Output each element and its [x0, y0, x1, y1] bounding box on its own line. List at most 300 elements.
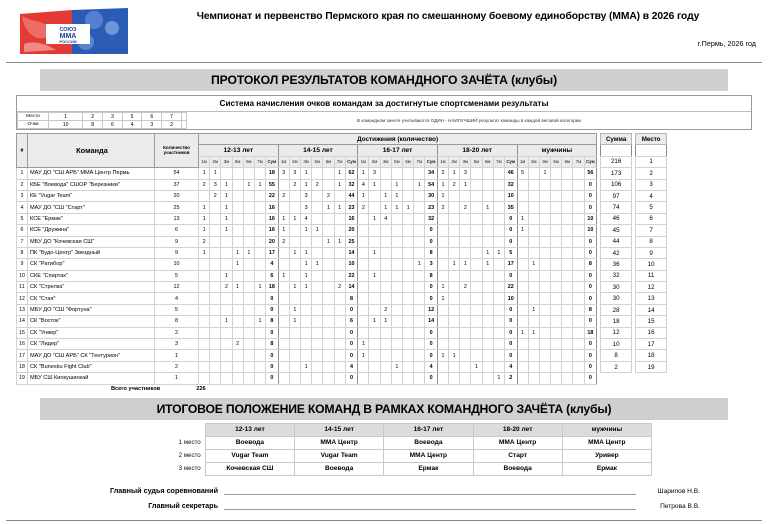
- col-place: Место: [636, 134, 667, 145]
- achievement-cell: [199, 316, 210, 327]
- row-number: 6: [17, 225, 28, 236]
- achievement-cell: [573, 179, 584, 190]
- achievement-cell: 2: [380, 304, 391, 315]
- group-sum-cell: 0: [505, 213, 518, 224]
- achievement-cell: [210, 270, 221, 281]
- achievement-cell: [517, 316, 528, 327]
- achievement-cell: [403, 282, 414, 293]
- achievement-cell: [551, 327, 562, 338]
- achievement-cell: [562, 327, 573, 338]
- achievement-cell: [482, 225, 493, 236]
- achievement-cell: [482, 168, 493, 179]
- participants-count: 10: [155, 259, 199, 270]
- achievement-cell: [414, 225, 425, 236]
- achievement-cell: [380, 361, 391, 372]
- group-sum-cell: 16: [266, 213, 279, 224]
- achievement-cell: [369, 373, 380, 384]
- achievement-cell: [254, 168, 265, 179]
- achievement-cell: [232, 270, 243, 281]
- achievement-cell: [289, 236, 300, 247]
- achievement-cell: [551, 168, 562, 179]
- total-participants-label: Всего участников: [111, 385, 161, 392]
- achievement-cell: [380, 282, 391, 293]
- achievement-cell: [254, 202, 265, 213]
- table-row: [17, 225, 597, 236]
- achievement-cell: 1: [449, 168, 460, 179]
- achievement-cell: [210, 304, 221, 315]
- total-sum-cell: 30: [601, 282, 632, 293]
- achievement-cell: [254, 236, 265, 247]
- achievement-cell: [312, 316, 323, 327]
- sub-column-header: 5м: [312, 156, 323, 167]
- sum-row: [601, 327, 632, 338]
- achievement-cell: [391, 236, 402, 247]
- achievement-cell: [380, 236, 391, 247]
- achievement-cell: [380, 168, 391, 179]
- table-row: [17, 339, 597, 350]
- achievement-cell: [493, 327, 504, 338]
- total-sum-cell: 36: [601, 259, 632, 270]
- achievement-cell: [254, 304, 265, 315]
- achievement-cell: [243, 304, 254, 315]
- group-sum-cell: 0: [584, 293, 597, 304]
- row-number: 3: [17, 190, 28, 201]
- achievement-cell: 1: [517, 327, 528, 338]
- group-sum-cell: 0: [345, 373, 358, 384]
- team-name: КСЕ "Дружина": [28, 225, 155, 236]
- achievement-cell: [551, 339, 562, 350]
- achievement-cell: [391, 339, 402, 350]
- place-row: [636, 225, 667, 236]
- achievement-cell: [301, 304, 312, 315]
- achievement-cell: [562, 225, 573, 236]
- participants-count: 1: [155, 373, 199, 384]
- achievement-cell: [482, 373, 493, 384]
- group-sum-cell: 0: [584, 316, 597, 327]
- achievement-cell: 1: [232, 247, 243, 258]
- achievement-cell: [221, 247, 232, 258]
- col-participants: Количество участников: [155, 134, 199, 168]
- achievement-cell: [403, 190, 414, 201]
- achievement-cell: 1: [528, 259, 539, 270]
- achievement-cell: [312, 350, 323, 361]
- team-name: МБУ ДО "СШ "Фортуна": [28, 304, 155, 315]
- achievement-cell: [243, 190, 254, 201]
- achievement-cell: [528, 293, 539, 304]
- group-sum-cell: 30: [425, 190, 438, 201]
- achievement-cell: 1: [289, 316, 300, 327]
- achievement-cell: [528, 316, 539, 327]
- achievement-cell: [391, 213, 402, 224]
- place-row: [636, 350, 667, 361]
- group-sum-cell: 4: [345, 361, 358, 372]
- achievement-cell: [562, 213, 573, 224]
- achievement-cell: 1: [243, 179, 254, 190]
- achievement-cell: [199, 361, 210, 372]
- achievement-cell: [437, 259, 448, 270]
- achievement-cell: [369, 236, 380, 247]
- achievement-cell: [334, 350, 345, 361]
- group-sum-cell: 10: [584, 213, 597, 224]
- achievement-cell: 1: [482, 202, 493, 213]
- achievement-cell: [551, 373, 562, 384]
- achievement-cell: [221, 259, 232, 270]
- final-standings-table: [116, 423, 652, 476]
- achievement-cell: 1: [301, 225, 312, 236]
- achievement-cell: [460, 236, 471, 247]
- achievement-cell: [254, 327, 265, 338]
- achievement-cell: [449, 339, 460, 350]
- achievement-cell: [562, 179, 573, 190]
- achievement-cell: [254, 373, 265, 384]
- group-sum-cell: 32: [505, 179, 518, 190]
- achievement-cell: [460, 293, 471, 304]
- team-name: СК "Восток": [28, 316, 155, 327]
- achievement-cell: [562, 282, 573, 293]
- place-cell: 7: [636, 225, 667, 236]
- svg-text:ММА: ММА: [59, 33, 77, 40]
- sum-row: [601, 293, 632, 304]
- achievement-cell: [334, 225, 345, 236]
- achievement-cell: [528, 202, 539, 213]
- achievement-cell: [358, 213, 369, 224]
- achievement-cell: [403, 339, 414, 350]
- participants-count: 9: [155, 247, 199, 258]
- achievement-cell: [210, 259, 221, 270]
- achievement-cell: 1: [221, 316, 232, 327]
- achievement-cell: [528, 350, 539, 361]
- achievement-cell: [289, 259, 300, 270]
- group-sum-cell: 0: [584, 373, 597, 384]
- final-team-cell: ММА Центр: [384, 449, 473, 462]
- scoring-row-label: Место: [18, 113, 49, 121]
- group-sum-cell: 22: [345, 270, 358, 281]
- achievement-cell: [539, 259, 550, 270]
- place-column-table: [635, 133, 667, 373]
- achievement-cell: 3: [301, 202, 312, 213]
- achievement-cell: [493, 259, 504, 270]
- achievement-cell: [301, 327, 312, 338]
- achievement-cell: [539, 270, 550, 281]
- achievement-cell: [254, 190, 265, 201]
- achievement-cell: [312, 293, 323, 304]
- document-header: [6, 4, 762, 63]
- group-sum-cell: 0: [266, 293, 279, 304]
- sub-column-header: Сум: [425, 156, 438, 167]
- achievement-cell: [449, 247, 460, 258]
- age-group-header: 14-15 лет: [278, 145, 358, 156]
- achievement-cell: [539, 202, 550, 213]
- achievement-cell: [323, 316, 334, 327]
- table-row: [17, 316, 597, 327]
- achievement-cell: [482, 213, 493, 224]
- sum-row: [601, 225, 632, 236]
- achievement-cell: [562, 373, 573, 384]
- achievement-cell: [312, 270, 323, 281]
- achievement-cell: [460, 270, 471, 281]
- achievement-cell: [437, 236, 448, 247]
- achievement-cell: [369, 202, 380, 213]
- achievement-cell: [539, 213, 550, 224]
- participants-count: 9: [155, 236, 199, 247]
- group-sum-cell: 10: [345, 259, 358, 270]
- place-row: [636, 190, 667, 201]
- achievement-cell: [471, 282, 482, 293]
- scoring-system-note: В командном зачете учитываются ОДИН - НАИЛУЧШИЙ результат команды в каждой весовой категории: [357, 118, 581, 123]
- group-sum-cell: 8: [425, 270, 438, 281]
- achievement-cell: [562, 247, 573, 258]
- achievement-cell: [369, 259, 380, 270]
- sum-row: [601, 247, 632, 258]
- achievement-cell: [493, 316, 504, 327]
- final-col-header: 18-20 лет: [473, 423, 562, 436]
- row-number: 11: [17, 282, 28, 293]
- group-sum-cell: 0: [505, 327, 518, 338]
- achievement-cell: [471, 373, 482, 384]
- achievement-cell: [551, 202, 562, 213]
- sub-column-header: 7м: [493, 156, 504, 167]
- achievement-cell: [551, 293, 562, 304]
- achievement-cell: 1: [369, 247, 380, 258]
- achievement-cell: [232, 373, 243, 384]
- achievement-cell: [312, 304, 323, 315]
- achievement-cell: [403, 361, 414, 372]
- achievement-cell: [460, 361, 471, 372]
- scoring-cell: 2: [83, 113, 103, 121]
- group-sum-cell: 18: [266, 168, 279, 179]
- achievement-cell: [493, 282, 504, 293]
- achievement-cell: 1: [482, 259, 493, 270]
- achievement-cell: [199, 304, 210, 315]
- sum-row: [601, 316, 632, 327]
- achievement-cell: 1: [391, 179, 402, 190]
- achievement-cell: [403, 373, 414, 384]
- achievement-cell: 1: [414, 259, 425, 270]
- achievement-cell: [562, 304, 573, 315]
- achievement-cell: [539, 190, 550, 201]
- achievement-cell: [358, 282, 369, 293]
- achievement-cell: [221, 236, 232, 247]
- row-number: 17: [17, 350, 28, 361]
- signature-name: Шарипов Н.В.: [657, 487, 700, 495]
- group-sum-cell: 12: [425, 304, 438, 315]
- group-sum-cell: 8: [345, 293, 358, 304]
- final-team-cell: ММА Центр: [473, 436, 562, 449]
- achievement-cell: 1: [199, 202, 210, 213]
- achievement-cell: [358, 247, 369, 258]
- achievement-cell: [414, 213, 425, 224]
- final-team-cell: ММА Центр: [295, 436, 384, 449]
- achievement-cell: [323, 339, 334, 350]
- achievement-cell: 2: [460, 282, 471, 293]
- achievement-cell: [323, 168, 334, 179]
- place-row: [636, 293, 667, 304]
- achievement-cell: 1: [301, 168, 312, 179]
- achievement-cell: [232, 361, 243, 372]
- achievement-cell: [460, 304, 471, 315]
- achievement-cell: [528, 168, 539, 179]
- team-name: МБУ СШ Киокушинкай: [28, 373, 155, 384]
- achievement-cell: [403, 259, 414, 270]
- place-cell: 17: [636, 339, 667, 350]
- participants-count: 1: [155, 350, 199, 361]
- achievement-cell: [482, 236, 493, 247]
- achievement-cell: [528, 270, 539, 281]
- achievement-cell: 1: [278, 213, 289, 224]
- total-sum-cell: 216: [601, 156, 632, 167]
- achievement-cell: [573, 339, 584, 350]
- age-group-header: 16-17 лет: [358, 145, 438, 156]
- group-sum-cell: 18: [584, 327, 597, 338]
- group-sum-cell: 25: [345, 236, 358, 247]
- final-place-label: 3 место: [116, 462, 205, 475]
- achievement-cell: [278, 259, 289, 270]
- achievement-cell: [539, 293, 550, 304]
- group-sum-cell: 3: [425, 259, 438, 270]
- achievement-cell: [517, 350, 528, 361]
- achievement-cell: 1: [369, 316, 380, 327]
- achievement-cell: [278, 202, 289, 213]
- achievement-cell: 1: [221, 190, 232, 201]
- team-name: КСЕ "Ермак": [28, 213, 155, 224]
- sum-row: [601, 304, 632, 315]
- achievement-cell: [301, 316, 312, 327]
- team-results-body: [17, 168, 597, 384]
- sum-row: [601, 236, 632, 247]
- final-team-cell: ММА Центр: [562, 436, 651, 449]
- scoring-cell: 5: [122, 113, 142, 121]
- achievement-cell: [312, 327, 323, 338]
- team-name: СК "Унвер": [28, 327, 155, 338]
- achievement-cell: 1: [437, 179, 448, 190]
- place-cell: 11: [636, 270, 667, 281]
- achievement-cell: 1: [301, 361, 312, 372]
- achievement-cell: [312, 190, 323, 201]
- row-number: 2: [17, 179, 28, 190]
- achievement-cell: [380, 247, 391, 258]
- place-cell: 14: [636, 304, 667, 315]
- achievement-cell: [232, 316, 243, 327]
- achievement-cell: [323, 270, 334, 281]
- achievement-cell: [517, 339, 528, 350]
- signature-line: [224, 500, 636, 510]
- achievement-cell: [437, 339, 448, 350]
- achievement-cell: 1: [289, 247, 300, 258]
- achievement-cell: [528, 213, 539, 224]
- group-sum-cell: 0: [584, 270, 597, 281]
- achievement-cell: 1: [460, 179, 471, 190]
- group-sum-cell: 23: [425, 202, 438, 213]
- achievement-cell: [493, 236, 504, 247]
- row-number: 12: [17, 293, 28, 304]
- achievement-cell: [221, 350, 232, 361]
- row-number: 10: [17, 270, 28, 281]
- spacer-cell: [601, 145, 632, 156]
- achievement-cell: [517, 236, 528, 247]
- achievement-cell: [278, 350, 289, 361]
- group-sum-cell: 0: [266, 361, 279, 372]
- achievement-cell: [391, 304, 402, 315]
- achievement-cell: [551, 236, 562, 247]
- place-cell: 6: [636, 213, 667, 224]
- achievement-cell: 4: [301, 213, 312, 224]
- final-team-cell: Воевода: [384, 436, 473, 449]
- sub-column-header: 2м: [210, 156, 221, 167]
- achievement-cell: [449, 316, 460, 327]
- achievement-cell: 1: [221, 225, 232, 236]
- team-name: ПК "Будо-Центр" Звездный: [28, 247, 155, 258]
- achievement-cell: [380, 373, 391, 384]
- place-row: [636, 304, 667, 315]
- achievement-cell: [449, 361, 460, 372]
- signature-role: Главный судья соревнований: [109, 485, 218, 495]
- achievement-cell: [562, 339, 573, 350]
- achievement-cell: [199, 282, 210, 293]
- achievement-cell: [471, 270, 482, 281]
- achievement-cell: [573, 361, 584, 372]
- participants-count: 2: [155, 361, 199, 372]
- sum-row: [601, 179, 632, 190]
- achievement-cell: [528, 247, 539, 258]
- place-cell: 16: [636, 327, 667, 338]
- achievement-cell: [254, 350, 265, 361]
- col-sum: Сумма: [601, 134, 632, 145]
- group-sum-cell: 35: [505, 202, 518, 213]
- team-name: СКЕ "Спартак": [28, 270, 155, 281]
- achievement-cell: [437, 316, 448, 327]
- group-sum-cell: 22: [266, 190, 279, 201]
- total-sum-cell: 18: [601, 316, 632, 327]
- achievement-cell: [301, 350, 312, 361]
- achievement-cell: [562, 361, 573, 372]
- achievement-cell: [369, 190, 380, 201]
- scoring-system-table: [17, 112, 187, 129]
- achievement-cell: [493, 190, 504, 201]
- place-row: [636, 316, 667, 327]
- sub-column-header: 6м: [482, 156, 493, 167]
- group-sum-cell: 6: [345, 316, 358, 327]
- achievement-cell: 1: [232, 282, 243, 293]
- team-name: МБУ ДО "Кочевская СШ": [28, 236, 155, 247]
- achievement-cell: [334, 316, 345, 327]
- group-sum-cell: 0: [584, 282, 597, 293]
- place-cell: 18: [636, 350, 667, 361]
- sub-column-header: 3м: [460, 156, 471, 167]
- total-sum-cell: 97: [601, 190, 632, 201]
- achievement-cell: 1: [289, 282, 300, 293]
- group-sum-cell: 56: [584, 168, 597, 179]
- achievement-cell: [278, 179, 289, 190]
- achievement-cell: [232, 350, 243, 361]
- achievement-cell: [289, 327, 300, 338]
- total-sum-cell: 106: [601, 179, 632, 190]
- achievement-cell: [449, 190, 460, 201]
- achievement-cell: [471, 213, 482, 224]
- achievement-cell: [414, 316, 425, 327]
- group-sum-cell: 0: [505, 236, 518, 247]
- achievement-cell: 1: [312, 225, 323, 236]
- achievement-cell: [278, 339, 289, 350]
- achievement-cell: [323, 247, 334, 258]
- achievement-cell: 1: [323, 236, 334, 247]
- achievement-cell: 2: [278, 236, 289, 247]
- group-sum-cell: 0: [584, 236, 597, 247]
- achievement-cell: [334, 339, 345, 350]
- total-sum-cell: 173: [601, 168, 632, 179]
- group-sum-cell: 0: [266, 373, 279, 384]
- sub-column-header: 1м: [358, 156, 369, 167]
- group-sum-cell: 22: [505, 282, 518, 293]
